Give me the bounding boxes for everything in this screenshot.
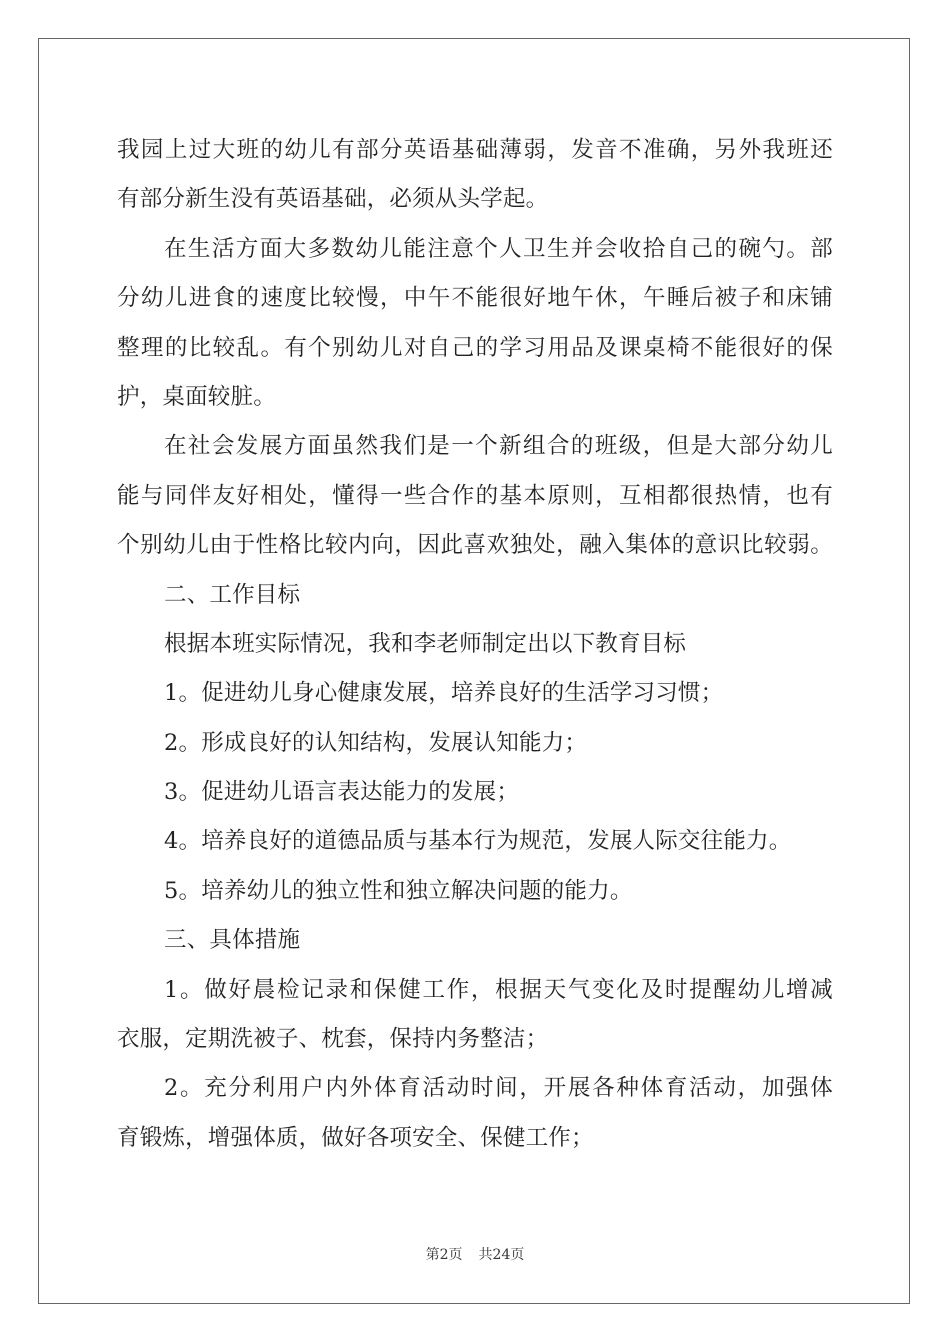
page-total: 共24页	[478, 1247, 525, 1263]
text-line: 我园上过大班的幼儿有部分英语基础薄弱，发音不准确，另外我班还	[117, 137, 833, 163]
text-line: 个别幼儿由于性格比较内向，因此喜欢独处，融入集体的意识比较弱。	[117, 532, 833, 559]
text-line: 三、具体措施	[164, 927, 301, 954]
text-line: 在社会发展方面虽然我们是一个新组合的班级，但是大部分幼儿	[164, 433, 833, 460]
page-footer	[0, 1244, 950, 1264]
text-line: 4。培养良好的道德品质与基本行为规范，发展人际交往能力。	[164, 828, 792, 855]
text-line: 2。形成良好的认知结构，发展认知能力；	[164, 729, 588, 756]
text-line: 2。充分利用户内外体育活动时间，开展各种体育活动，加强体	[164, 1075, 833, 1102]
text-line: 根据本班实际情况，我和李老师制定出以下教育目标	[164, 630, 687, 657]
text-line: 在生活方面大多数幼儿能注意个人卫生并会收拾自己的碗勺。部	[164, 235, 833, 262]
text-line: 1。促进幼儿身心健康发展，培养良好的生活学习习惯；	[164, 680, 724, 707]
text-line: 护，桌面较脏。	[117, 383, 276, 410]
text-line: 衣服，定期洗被子、枕套，保持内务整洁；	[117, 1026, 549, 1053]
text-line: 二、工作目标	[164, 581, 301, 608]
text-line: 育锻炼，增强体质，做好各项安全、保健工作；	[117, 1124, 594, 1151]
document-body	[117, 126, 833, 1163]
text-line: 有部分新生没有英语基础，必须从头学起。	[117, 186, 549, 213]
text-line: 分幼儿进食的速度比较慢，中午不能很好地午休，午睡后被子和床铺	[117, 285, 833, 312]
text-line: 整理的比较乱。有个别幼儿对自己的学习用品及课桌椅不能很好的保	[117, 334, 833, 361]
text-line: 能与同伴友好相处，懂得一些合作的基本原则，互相都很热情，也有	[117, 482, 833, 509]
text-line: 1。做好晨检记录和保健工作，根据天气变化及时提醒幼儿增减	[164, 976, 833, 1003]
text-line: 5。培养幼儿的独立性和独立解决问题的能力。	[164, 877, 633, 904]
text-line: 3。促进幼儿语言表达能力的发展；	[164, 779, 520, 806]
page-number: 第2页	[425, 1247, 463, 1263]
